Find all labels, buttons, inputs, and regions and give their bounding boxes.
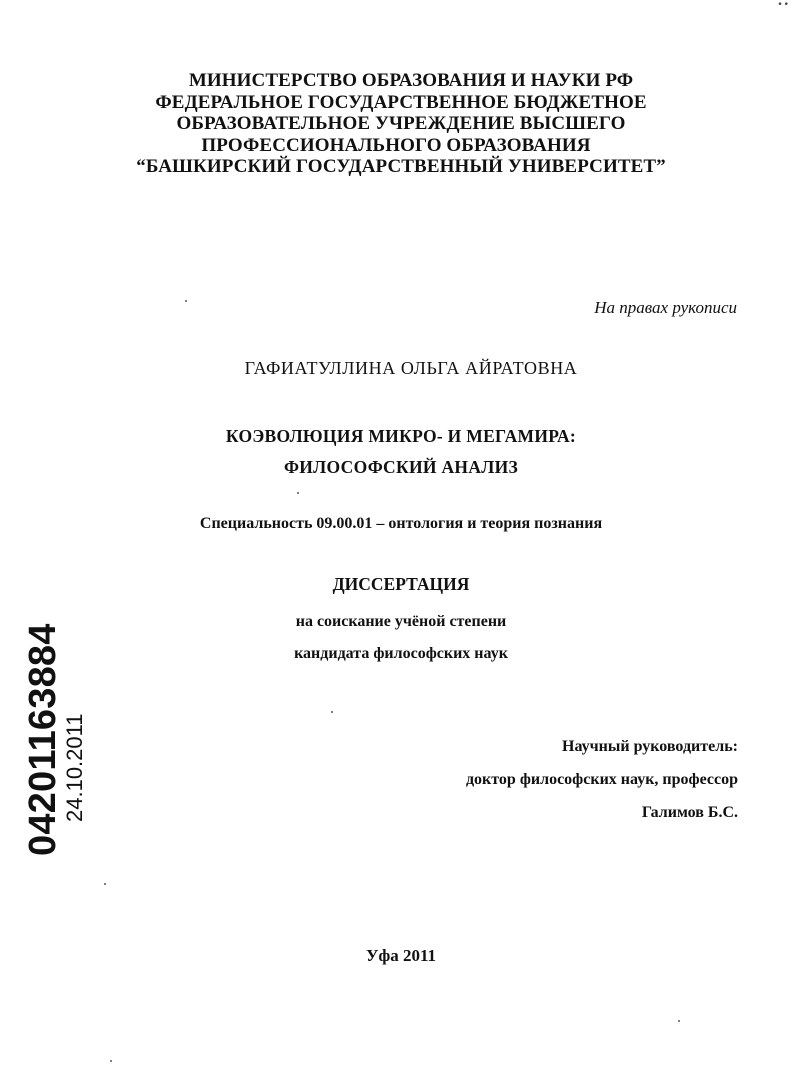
scan-corner-mark: •• (777, 0, 790, 10)
manuscript-note: На правах рукописи (594, 298, 737, 317)
library-stamp-code: 04201163884 (22, 623, 64, 856)
advisor-name: Галимов Б.С. (641, 804, 738, 821)
degree-line-2: кандидата философских наук (294, 645, 508, 662)
header-line-education: ПРОФЕССИОНАЛЬНОГО ОБРАЗОВАНИЯ (201, 134, 591, 156)
degree-line-1: на соискание учёной степени (295, 613, 507, 630)
institution-header (0, 70, 792, 178)
header-line-ministry: МИНИСТЕРСТВО ОБРАЗОВАНИЯ И НАУКИ РФ (188, 70, 634, 91)
header-line-university: “БАШКИРСКИЙ ГОСУДАРСТВЕННЫЙ УНИВЕРСИТЕТ” (136, 156, 666, 177)
city-year: Уфа 2011 (365, 946, 437, 965)
scan-speck (297, 492, 299, 494)
advisor-label: Научный руководитель: (562, 738, 738, 755)
scan-speck (678, 1020, 680, 1022)
advisor-block (466, 730, 738, 829)
thesis-type: ДИССЕРТАЦИЯ (332, 574, 470, 594)
scan-speck (185, 300, 187, 302)
scan-speck (110, 1060, 112, 1062)
library-stamp-date: 24.10.2011 (62, 713, 87, 822)
author-name: ГАФИАТУЛЛИНА ОЛЬГА АЙРАТОВНА (244, 358, 578, 378)
dissertation-title (0, 421, 792, 483)
header-line-institution: ОБРАЗОВАТЕЛЬНОЕ УЧРЕЖДЕНИЕ ВЫСШЕГО (176, 113, 626, 134)
specialty-line: Специальность 09.00.01 – онтология и теория познания (199, 515, 603, 532)
advisor-degree: доктор философских наук, профессор (465, 771, 738, 788)
title-line-2: ФИЛОСОФСКИЙ АНАЛИЗ (283, 457, 519, 477)
degree-block (0, 606, 792, 670)
scan-speck (104, 883, 106, 885)
scan-speck (331, 711, 333, 713)
header-line-federal: ФЕДЕРАЛЬНОЕ ГОСУДАРСТВЕННОЕ БЮДЖЕТНОЕ (155, 91, 647, 113)
title-line-1: КОЭВОЛЮЦИЯ МИКРО- И МЕГАМИРА: (225, 426, 577, 446)
